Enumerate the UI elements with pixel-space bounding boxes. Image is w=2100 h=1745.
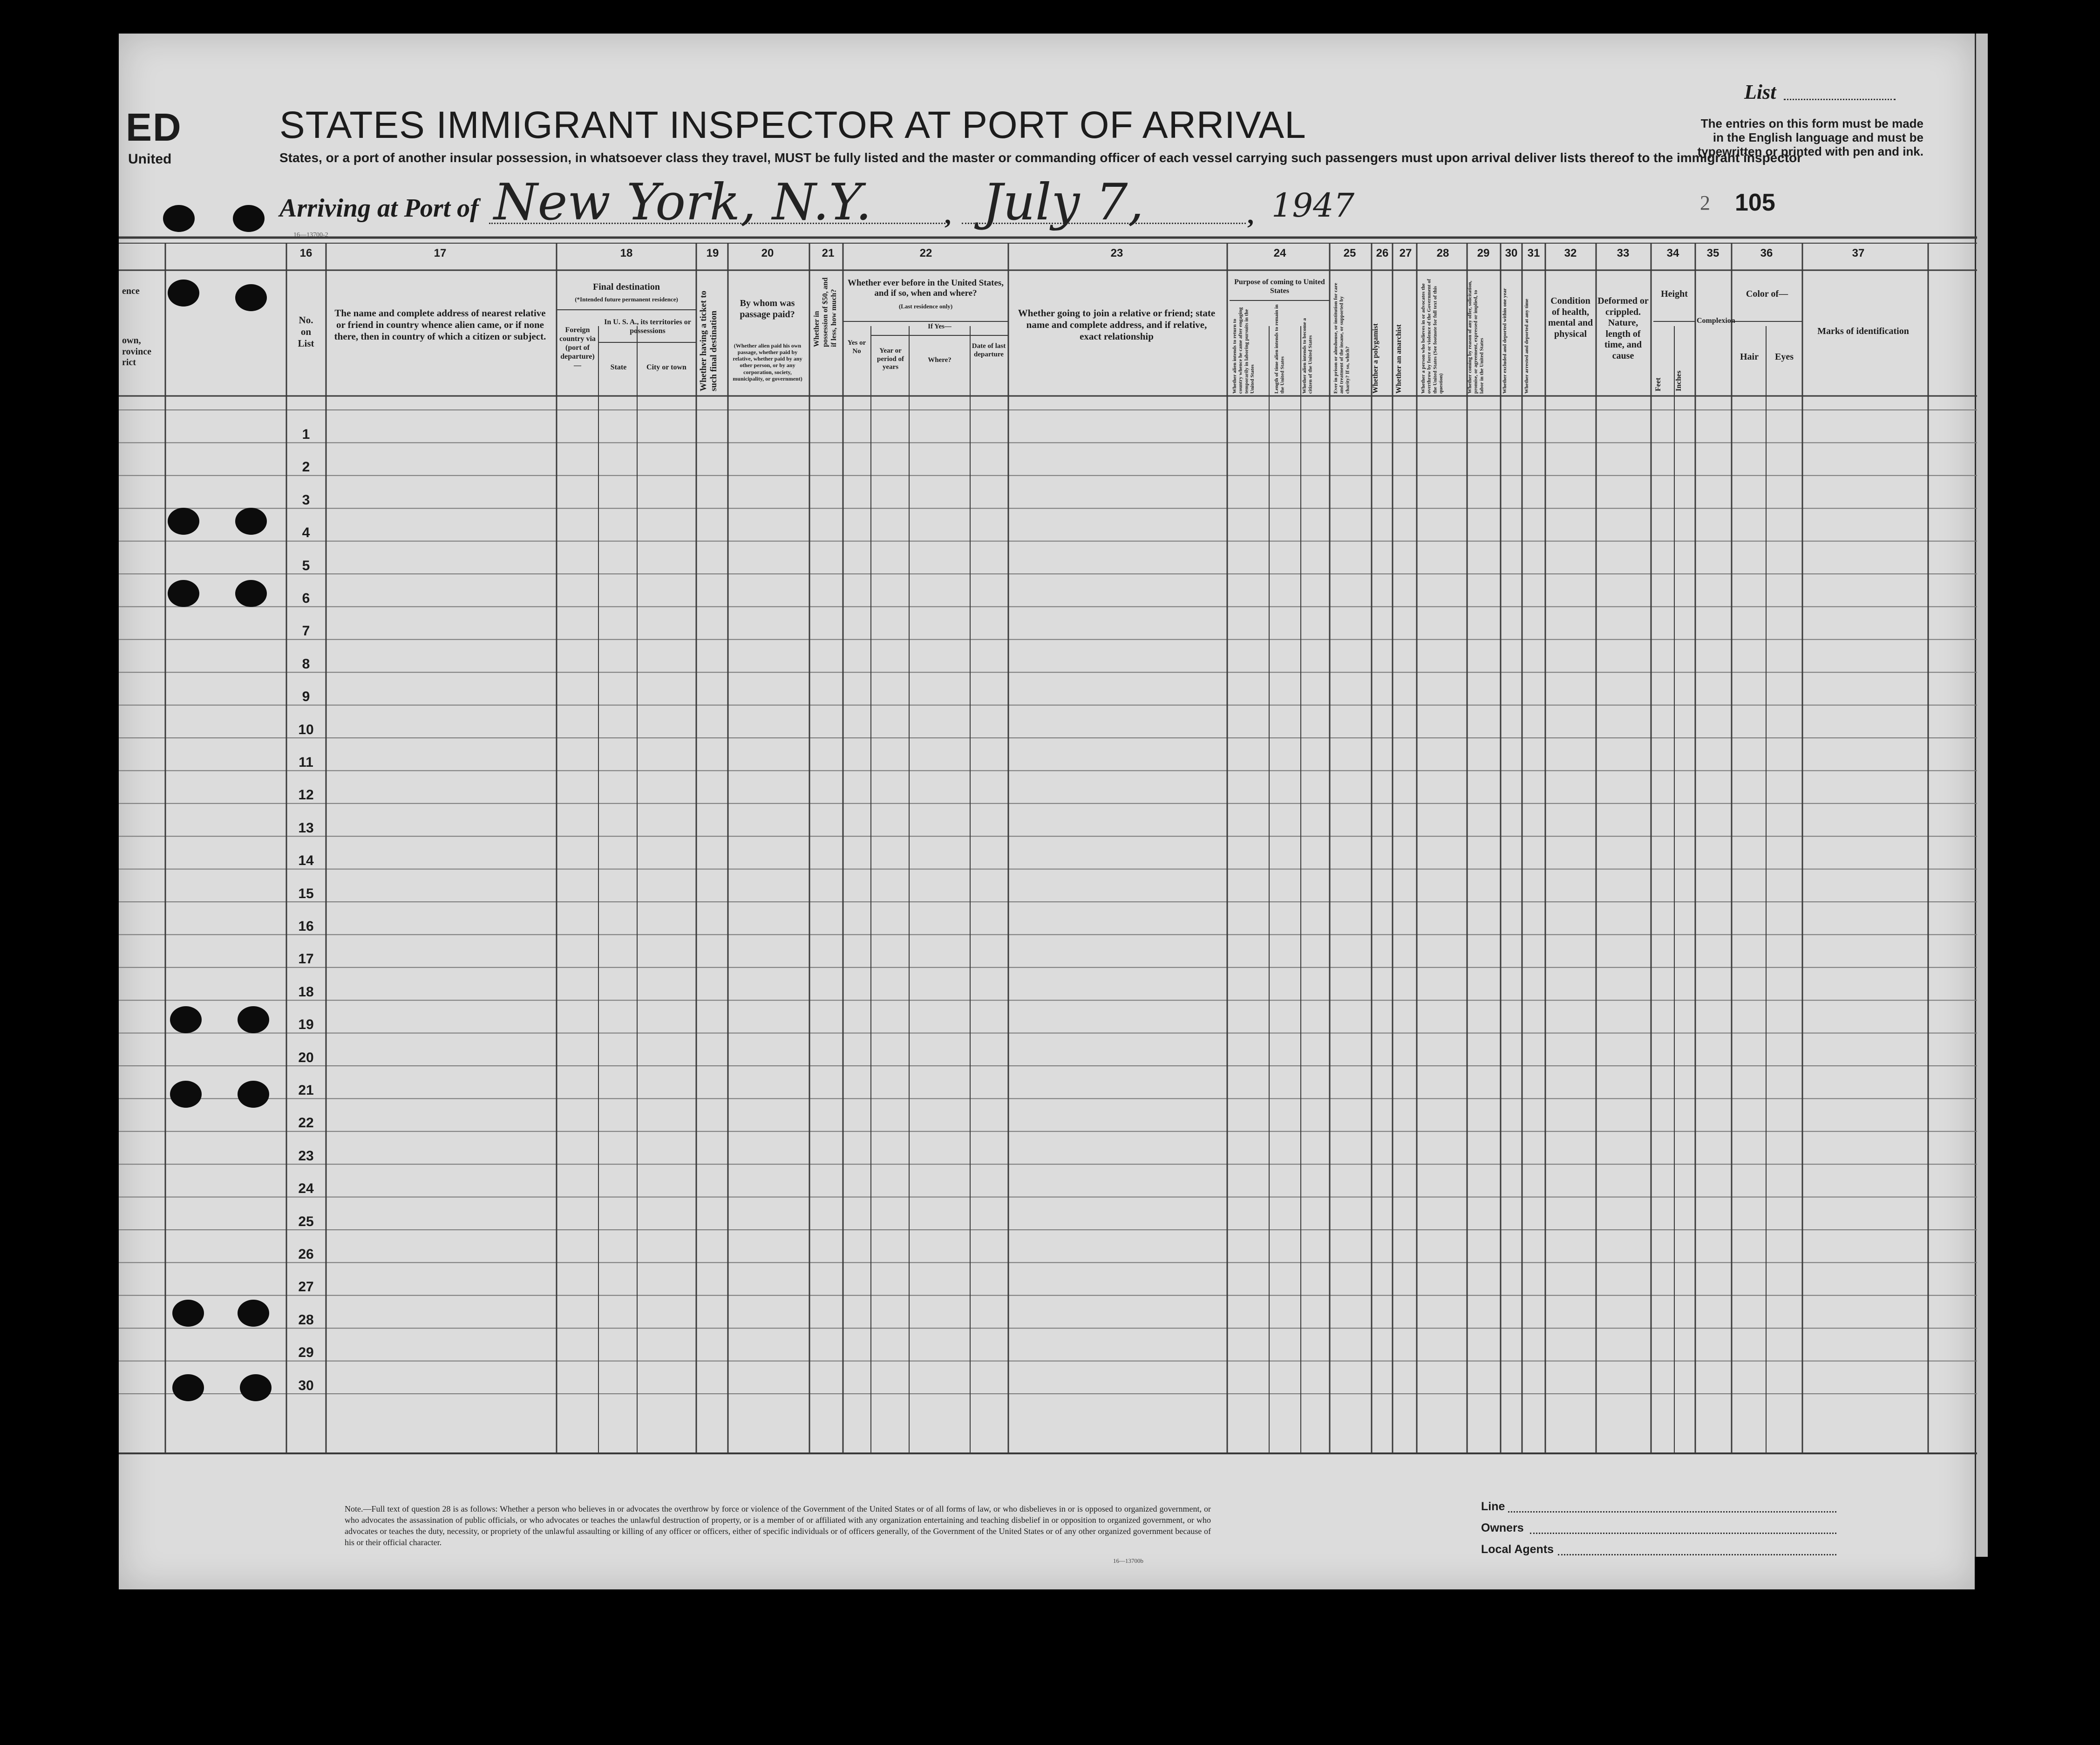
row-number: 1	[302, 427, 310, 442]
header-state: State	[610, 363, 627, 371]
column-number-21: 21	[822, 247, 835, 259]
row-number: 7	[302, 623, 310, 639]
row-number: 10	[298, 722, 314, 737]
header-length-of-stay: Length of time alien intends to remain in the United States	[1274, 304, 1285, 394]
header-inches: Inches	[1675, 370, 1683, 391]
row-number: 29	[298, 1345, 314, 1361]
date-handwritten-value: July 7,	[983, 173, 1144, 232]
row-number: 23	[298, 1148, 314, 1164]
column-number-20: 20	[761, 247, 774, 259]
header-feet: Feet	[1654, 377, 1662, 391]
left-subheading-fragment: United	[128, 151, 172, 167]
header-foreign-country: Foreign country via (port of departure)—	[559, 326, 596, 369]
punch-hole	[238, 1300, 269, 1327]
column-number-29: 29	[1477, 247, 1490, 259]
header-anarchist: Whether an anarchist	[1395, 324, 1403, 394]
column-number-19: 19	[706, 247, 719, 259]
header-condition-of-health: Condition of health, mental and physical	[1548, 296, 1593, 339]
row-number: 20	[298, 1050, 314, 1065]
row-number: 4	[302, 525, 310, 541]
left-fragment-header-b: own, rovince rict	[122, 335, 151, 368]
row-number: 18	[298, 984, 314, 1000]
header-city-or-town: City or town	[646, 363, 686, 371]
header-color-of: Color of—	[1746, 289, 1788, 299]
header-passage-paid-note: (Whether alien paid his own passage, whether paid by relative, whether paid by any other person, or by any corporation, society, municipality, or government)	[733, 342, 802, 382]
row-number: 6	[302, 591, 310, 606]
page-number: 105	[1735, 189, 1775, 216]
column-number-25: 25	[1343, 247, 1356, 259]
column-number-28: 28	[1436, 247, 1449, 259]
punch-hole	[172, 1374, 204, 1401]
row-number: 8	[302, 656, 310, 672]
left-heading-fragment: ED	[126, 105, 182, 149]
row-number: 26	[298, 1247, 314, 1262]
row-number: 5	[302, 558, 310, 573]
owners-label: Owners	[1481, 1521, 1524, 1534]
header-year-period: Year or period of years	[877, 347, 904, 371]
punch-hole	[233, 205, 265, 232]
list-label: List	[1744, 81, 1776, 103]
header-final-destination: Final destination	[593, 282, 660, 292]
page-mark: 2	[1700, 191, 1710, 214]
local-agents-label: Local Agents	[1481, 1543, 1554, 1556]
column-number-30: 30	[1505, 247, 1518, 259]
punch-hole	[240, 1374, 272, 1401]
row-number: 24	[298, 1181, 314, 1197]
row-number: 14	[298, 853, 314, 869]
form-code: 16—13700-2	[293, 232, 328, 239]
punch-hole	[168, 580, 199, 607]
column-number-17: 17	[434, 247, 447, 259]
left-fragment-header-a: ence	[122, 286, 140, 296]
line-field[interactable]	[1508, 1511, 1836, 1513]
header-last-residence-note: (Last residence only)	[898, 303, 953, 310]
column-number-26: 26	[1376, 247, 1389, 259]
footnote-form-code: 16—13700b	[1113, 1557, 1143, 1564]
entries-instruction-note: The entries on this form must be made in the English language and must be typewritten or printed with pen and ink.	[1697, 116, 1923, 158]
header-nearest-relative: The name and complete address of nearest relative or friend in country whence alien came, or if none there, then in country of which a citizen or subject.	[334, 307, 546, 342]
row-number: 16	[298, 919, 314, 934]
year-value: 1947	[1271, 186, 1355, 225]
arriving-port-label: Arriving at Port of	[279, 194, 479, 223]
header-fifty-dollars: Whether in possession of $50, and if less, how much?	[813, 277, 838, 347]
punch-hole	[235, 284, 267, 311]
column-number-27: 27	[1399, 247, 1412, 259]
header-labor-offer: Whether coming by reason of any offer, solicitation, promise, or agreement, expressed or implied, to labor in the United States	[1467, 280, 1485, 394]
row-number: 27	[298, 1279, 314, 1295]
header-overthrow-question: Whether a person who believes in or advocates the overthrow by force or violence of the Government of the United States (See footnote for full text of this question)	[1420, 279, 1444, 394]
header-prison-almshouse: Ever in prison or almshouse, or institution for care and treatment of the insane, or supported by charity? If so, which?	[1333, 283, 1351, 394]
row-number: 21	[298, 1083, 314, 1098]
header-hair: Hair	[1740, 352, 1759, 362]
row-number: 17	[298, 951, 314, 967]
header-height: Height	[1661, 289, 1688, 299]
header-marks-of-identification: Marks of identification	[1817, 326, 1909, 336]
header-going-to-join: Whether going to join a relative or friend; state name and complete address, and if relative, exact relationship	[1018, 307, 1216, 342]
punch-hole	[170, 1006, 202, 1033]
punch-hole	[163, 205, 195, 232]
punch-hole	[172, 1300, 204, 1327]
column-number-32: 32	[1564, 247, 1577, 259]
column-number-22: 22	[919, 247, 932, 259]
punch-hole	[170, 1081, 202, 1108]
row-number: 15	[298, 886, 314, 901]
column-number-16: 16	[299, 247, 313, 259]
date-separator: ,	[1247, 201, 1254, 230]
local-agents-field[interactable]	[1558, 1554, 1836, 1555]
header-deformed-crippled: Deformed or crippled. Nature, length of time, and cause	[1597, 296, 1649, 361]
header-in-usa: In U. S. A., its territories or possessions	[604, 318, 691, 335]
punch-hole	[168, 508, 199, 535]
header-excluded-deported: Whether excluded and deported within one year	[1502, 288, 1508, 394]
row-number: 2	[302, 459, 310, 475]
row-number: 19	[298, 1017, 314, 1033]
header-complexion: Complexion	[1697, 317, 1735, 325]
column-number-36: 36	[1760, 247, 1773, 259]
header-no-on-list: No. on List	[298, 314, 314, 349]
punch-hole	[238, 1081, 269, 1108]
column-number-35: 35	[1706, 247, 1719, 259]
column-number-37: 37	[1852, 247, 1865, 259]
row-number: 28	[298, 1312, 314, 1328]
row-number: 12	[298, 787, 314, 803]
column-number-24: 24	[1273, 247, 1286, 259]
punch-hole	[168, 279, 199, 307]
header-eyes: Eyes	[1775, 352, 1794, 362]
header-citizenship-intent: Whether alien intends to become a citizen of the United States	[1302, 318, 1313, 394]
row-number: 11	[299, 755, 313, 770]
column-number-33: 33	[1617, 247, 1630, 259]
header-passage-paid: By whom was passage paid?	[740, 298, 795, 320]
header-date-last-departure: Date of last departure	[972, 342, 1006, 358]
header-return-intent: Whether alien intends to return to country whence he came after engaging temporarily in laboring pursuits in the United States	[1232, 307, 1255, 394]
row-number: 30	[298, 1377, 314, 1393]
footnote-question-28: Note.—Full text of question 28 is as follows: Whether a person who believes in or advocates the overthrow by force or violence of the Government of the United States or of all forms of law, or who disbelieves in or is opposed to organized government, or who advocates the assassination of public officials, or who advocates or teaches the unlawful destruction of property, or is a member of or affiliated with any organization entertaining and teaching disbelief in or opposition to organized government, or who advocates or teaches the duty, necessity, or propriety of the unlawful assaulting or killing of any officer or officers, either of specific individuals or of officers generally, of the Government of the United States or of any other organized government because of his or their official character.	[345, 1504, 1211, 1547]
column-number-23: 23	[1110, 247, 1123, 259]
row-number: 22	[298, 1115, 314, 1131]
column-number-34: 34	[1666, 247, 1679, 259]
row-number: 25	[298, 1213, 314, 1229]
page-title: STATES IMMIGRANT INSPECTOR AT PORT OF ARRIVAL	[279, 104, 1306, 146]
header-yes-or-no: Yes or No	[847, 339, 866, 355]
punch-hole	[235, 580, 267, 607]
header-arrested-deported: Whether arrested and deported at any time	[1524, 299, 1529, 394]
header-where: Where?	[928, 356, 951, 364]
header-ticket: Whether having a ticket to such final destination	[699, 290, 719, 391]
header-polygamist: Whether a polygamist	[1372, 323, 1380, 394]
punch-hole	[235, 508, 267, 535]
row-number: 3	[302, 492, 310, 508]
line-label: Line	[1481, 1500, 1505, 1513]
row-number: 9	[302, 689, 310, 705]
page-subtitle: States, or a port of another insular possession, in whatsoever class they travel, MUST be fully listed and the master or commanding officer of each vessel carrying such passengers must upon arrival deliver lists thereof to the immigrant inspector	[279, 150, 1802, 165]
column-number-31: 31	[1527, 247, 1540, 259]
column-number-18: 18	[620, 247, 633, 259]
port-separator: ,	[945, 201, 951, 230]
header-final-destination-note: (*Intended future permanent residence)	[575, 296, 678, 303]
owners-field[interactable]	[1530, 1533, 1836, 1534]
port-handwritten-value: New York, N.Y.	[494, 173, 872, 232]
header-if-yes: If Yes—	[928, 323, 951, 330]
row-number: 13	[298, 820, 314, 836]
punch-hole	[238, 1006, 269, 1033]
header-ever-before-in-us: Whether ever before in the United States, and if so, when and where?	[847, 278, 1004, 299]
header-purpose: Purpose of coming to United States	[1234, 278, 1325, 295]
